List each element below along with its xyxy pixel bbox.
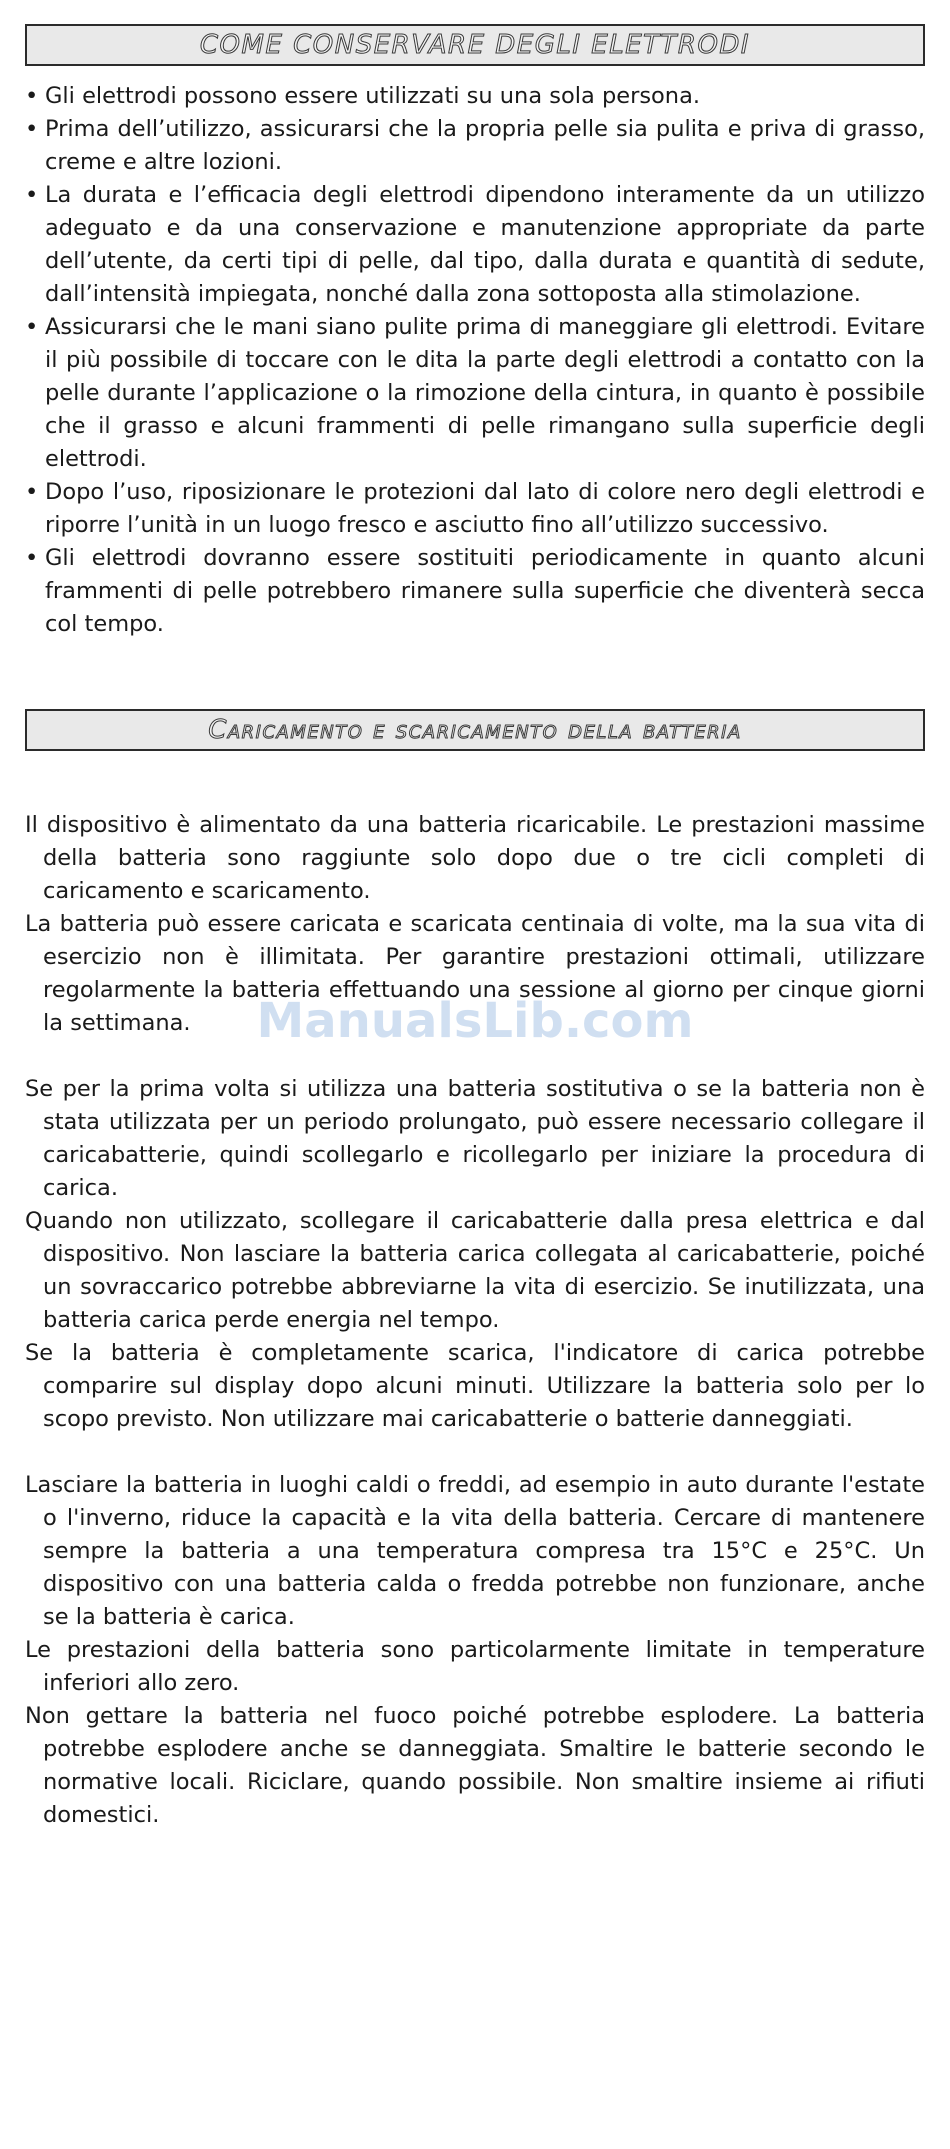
paragraph: Il dispositivo è alimentato da una batteria ricaricabile. Le prestazioni massime della batteria sono raggiunte solo dopo due o tre cicli completi di caricamento e scaricamento. (25, 812, 925, 904)
paragraph: Non gettare la batteria nel fuoco poiché potrebbe esplodere. La batteria potrebbe esplodere anche se danneggiata. Smaltire le batterie secondo le normative locali. Riciclare, quando possibile. Non smaltire insieme ai rifiuti domestici. (25, 1703, 925, 1828)
paragraph: Le prestazioni della batteria sono particolarmente limitate in temperature inferiori allo zero. (25, 1637, 925, 1696)
list-item-text: Gli elettrodi possono essere utilizzati su una sola persona. (45, 83, 701, 109)
section-title-battery: Caricamento e scaricamento della batteria (25, 709, 925, 751)
paragraph-gap (25, 1436, 925, 1469)
list-item (25, 311, 925, 476)
list-item (25, 476, 925, 542)
bullet-marker: • (25, 479, 39, 505)
list-item (25, 113, 925, 179)
manual-page (25, 24, 925, 1832)
bullet-marker: • (25, 83, 39, 109)
list-item-text: La durata e l’efficacia degli elettrodi dipendono interamente da un utilizzo adeguato e da una conservazione e manutenzione appropriate da parte dell’utente, da certi tipi di pelle, dal tipo, dalla durata e quantità di sedute, dall’intensità impiegata, nonché dalla zona sottoposta alla stimolazione. (45, 182, 925, 307)
electrodes-bullet-list (25, 80, 925, 641)
list-item-text: Gli elettrodi dovranno essere sostituiti periodicamente in quanto alcuni frammenti di pelle potrebbero rimanere sulla superficie che diventerà secca col tempo. (45, 545, 925, 637)
watermark: ManualsLib.com (256, 993, 694, 1049)
paragraph: Se la batteria è completamente scarica, l'indicatore di carica potrebbe comparire sul display dopo alcuni minuti. Utilizzare la batteria solo per lo scopo previsto. Non utilizzare mai caricabatterie o batterie danneggiati. (25, 1340, 925, 1432)
list-item (25, 542, 925, 641)
battery-paragraphs (25, 809, 925, 1832)
bullet-marker: • (25, 116, 39, 142)
bullet-marker: • (25, 182, 39, 208)
paragraph: Se per la prima volta si utilizza una batteria sostitutiva o se la batteria non è stata utilizzata per un periodo prolungato, può essere necessario collegare il caricabatterie, quindi scollegarlo e ricollegarlo per iniziare la procedura di carica. (25, 1076, 925, 1201)
bullet-marker: • (25, 545, 39, 571)
section-title-electrodes: COME CONSERVARE DEGLI ELETTRODI (25, 24, 925, 66)
list-item-text: Prima dell’utilizzo, assicurarsi che la propria pelle sia pulita e priva di grasso, creme e altre lozioni. (45, 116, 925, 175)
list-item-text: Dopo l’uso, riposizionare le protezioni dal lato di colore nero degli elettrodi e riporre l’unità in un luogo fresco e asciutto fino all’utilizzo successivo. (45, 479, 925, 538)
paragraph-gap (25, 1040, 925, 1073)
list-item (25, 179, 925, 311)
list-item-text: Assicurarsi che le mani siano pulite prima di maneggiare gli elettrodi. Evitare il più possibile di toccare con le dita la parte degli elettrodi a contatto con la pelle durante l’applicazione o la rimozione della cintura, in quanto è possibile che il grasso e alcuni frammenti di pelle rimangano sulla superficie degli elettrodi. (45, 314, 925, 472)
list-item (25, 80, 925, 113)
bullet-marker: • (25, 314, 39, 340)
paragraph: La batteria può essere caricata e scaricata centinaia di volte, ma la sua vita di esercizio non è illimitata. Per garantire prestazioni ottimali, utilizzare regolarmente la batteria effettuando una sessione al giorno per cinque giorni la settimana. (25, 911, 925, 1036)
paragraph: Quando non utilizzato, scollegare il caricabatterie dalla presa elettrica e dal dispositivo. Non lasciare la batteria carica collegata al caricabatterie, poiché un sovraccarico potrebbe abbreviarne la vita di esercizio. Se inutilizzata, una batteria carica perde energia nel tempo. (25, 1208, 925, 1333)
paragraph: Lasciare la batteria in luoghi caldi o freddi, ad esempio in auto durante l'estate o l'inverno, riduce la capacità e la vita della batteria. Cercare di mantenere sempre la batteria a una temperatura compresa tra 15°C e 25°C. Un dispositivo con una batteria calda o fredda potrebbe non funzionare, anche se la batteria è carica. (25, 1472, 925, 1630)
